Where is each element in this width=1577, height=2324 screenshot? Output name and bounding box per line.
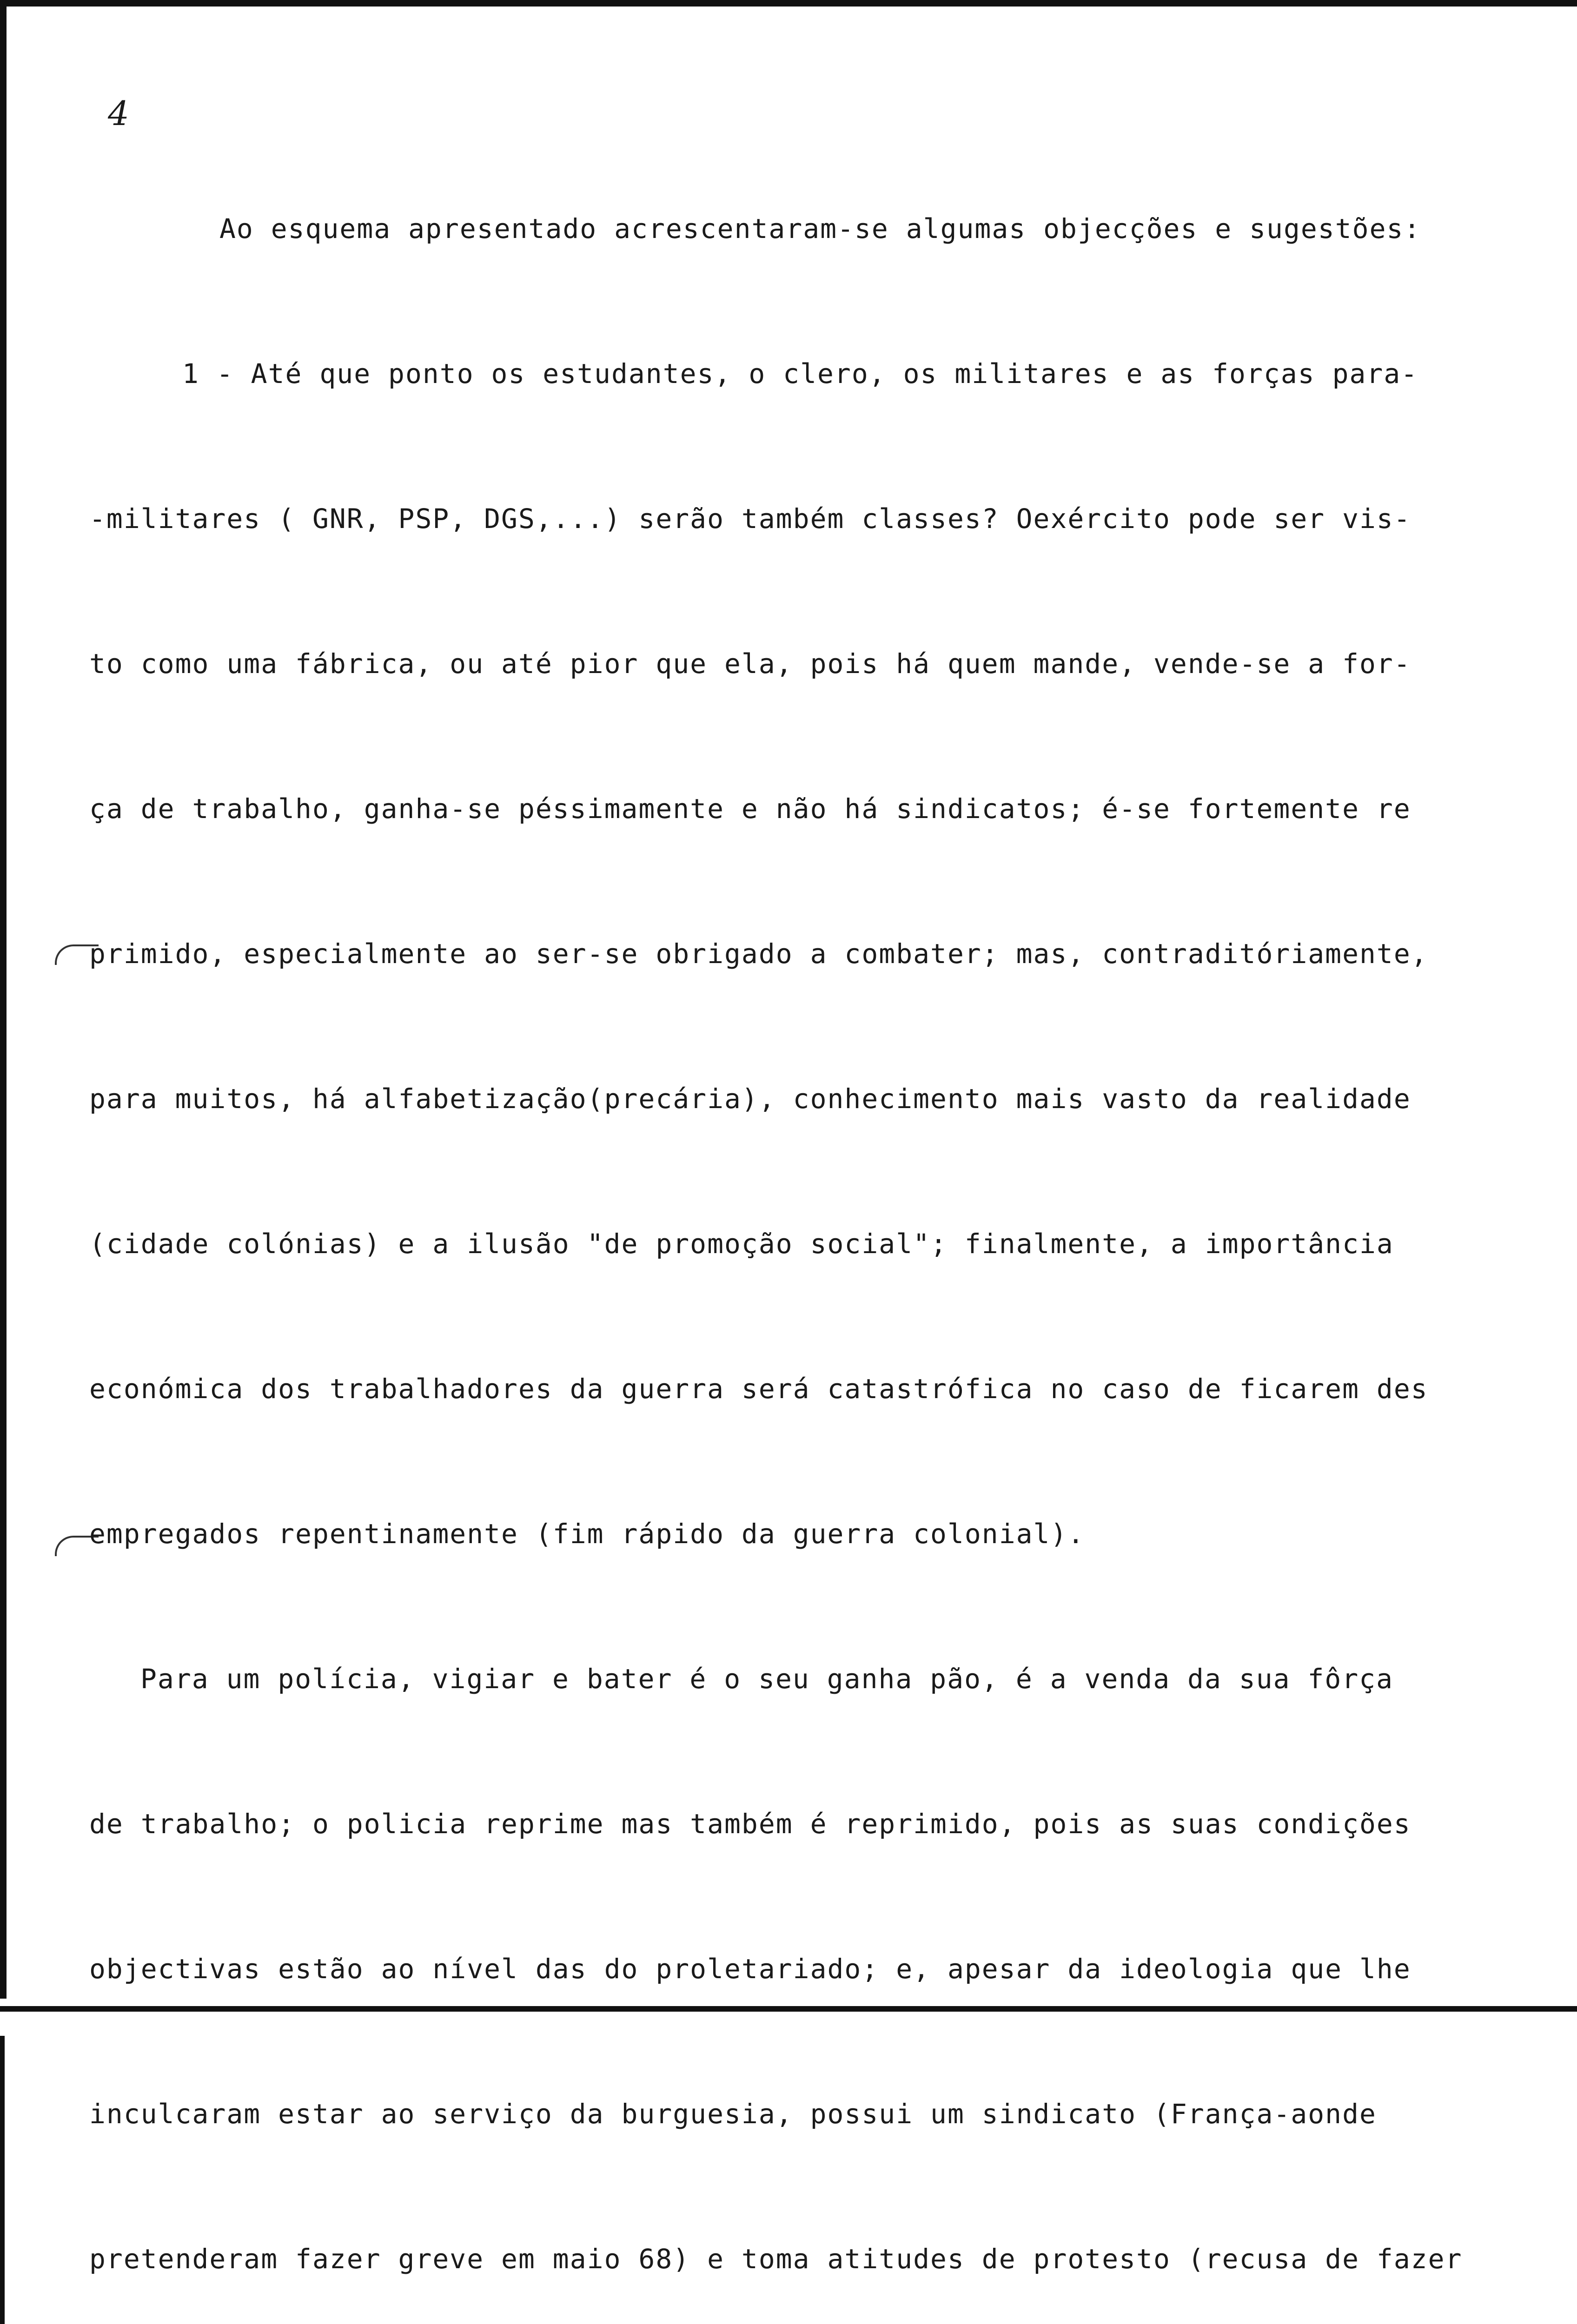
intro-line: Ao esquema apresentado acrescentaram-se algumas objecções e sugestões: bbox=[219, 213, 1421, 244]
text-line: 1 - Até que ponto os estudantes, o clero, os militares e as forças para- bbox=[182, 358, 1418, 390]
text-line: to como uma fábrica, ou até pior que ela, pois há quem mande, vende-se a for- bbox=[89, 648, 1411, 680]
page-left-edge bbox=[0, 0, 7, 1999]
text-line: Para um polícia, vigiar e bater é o seu ganha pão, é a venda da sua fôrça bbox=[140, 1663, 1394, 1695]
text-line: pretenderam fazer greve em maio 68) e toma atitudes de protesto (recusa de fazer bbox=[89, 2243, 1463, 2275]
page-left-edge-lower bbox=[0, 2036, 5, 2324]
page-number: 4 bbox=[108, 94, 129, 133]
text-line: inculcaram estar ao serviço da burguesia, possui um sindicato (França-aonde bbox=[89, 2098, 1377, 2130]
text-line: primido, especialmente ao ser-se obrigado a combater; mas, contraditóriamente, bbox=[89, 938, 1428, 970]
text-line: (cidade colónias) e a ilusão "de promoção social"; finalmente, a importância bbox=[89, 1228, 1394, 1260]
document-body bbox=[89, 108, 1572, 2324]
text-line: -militares ( GNR, PSP, DGS,...) serão também classes? Oexército pode ser vis- bbox=[89, 503, 1411, 535]
text-line: ça de trabalho, ganha-se péssimamente e não há sindicatos; é-se fortemente re bbox=[89, 793, 1411, 825]
page-top-edge bbox=[0, 0, 1577, 7]
text-line: económica dos trabalhadores da guerra será catastrófica no caso de ficarem des bbox=[89, 1373, 1428, 1405]
text-line: objectivas estão ao nível das do proletariado; e, apesar da ideologia que lhe bbox=[89, 1953, 1411, 1985]
text-line: para muitos, há alfabetização(precária), conhecimento mais vasto da realidade bbox=[89, 1083, 1411, 1115]
text-line: empregados repentinamente (fim rápido da guerra colonial). bbox=[89, 1518, 1085, 1550]
text-line: de trabalho; o policia reprime mas também é reprimido, pois as suas condições bbox=[89, 1808, 1411, 1840]
